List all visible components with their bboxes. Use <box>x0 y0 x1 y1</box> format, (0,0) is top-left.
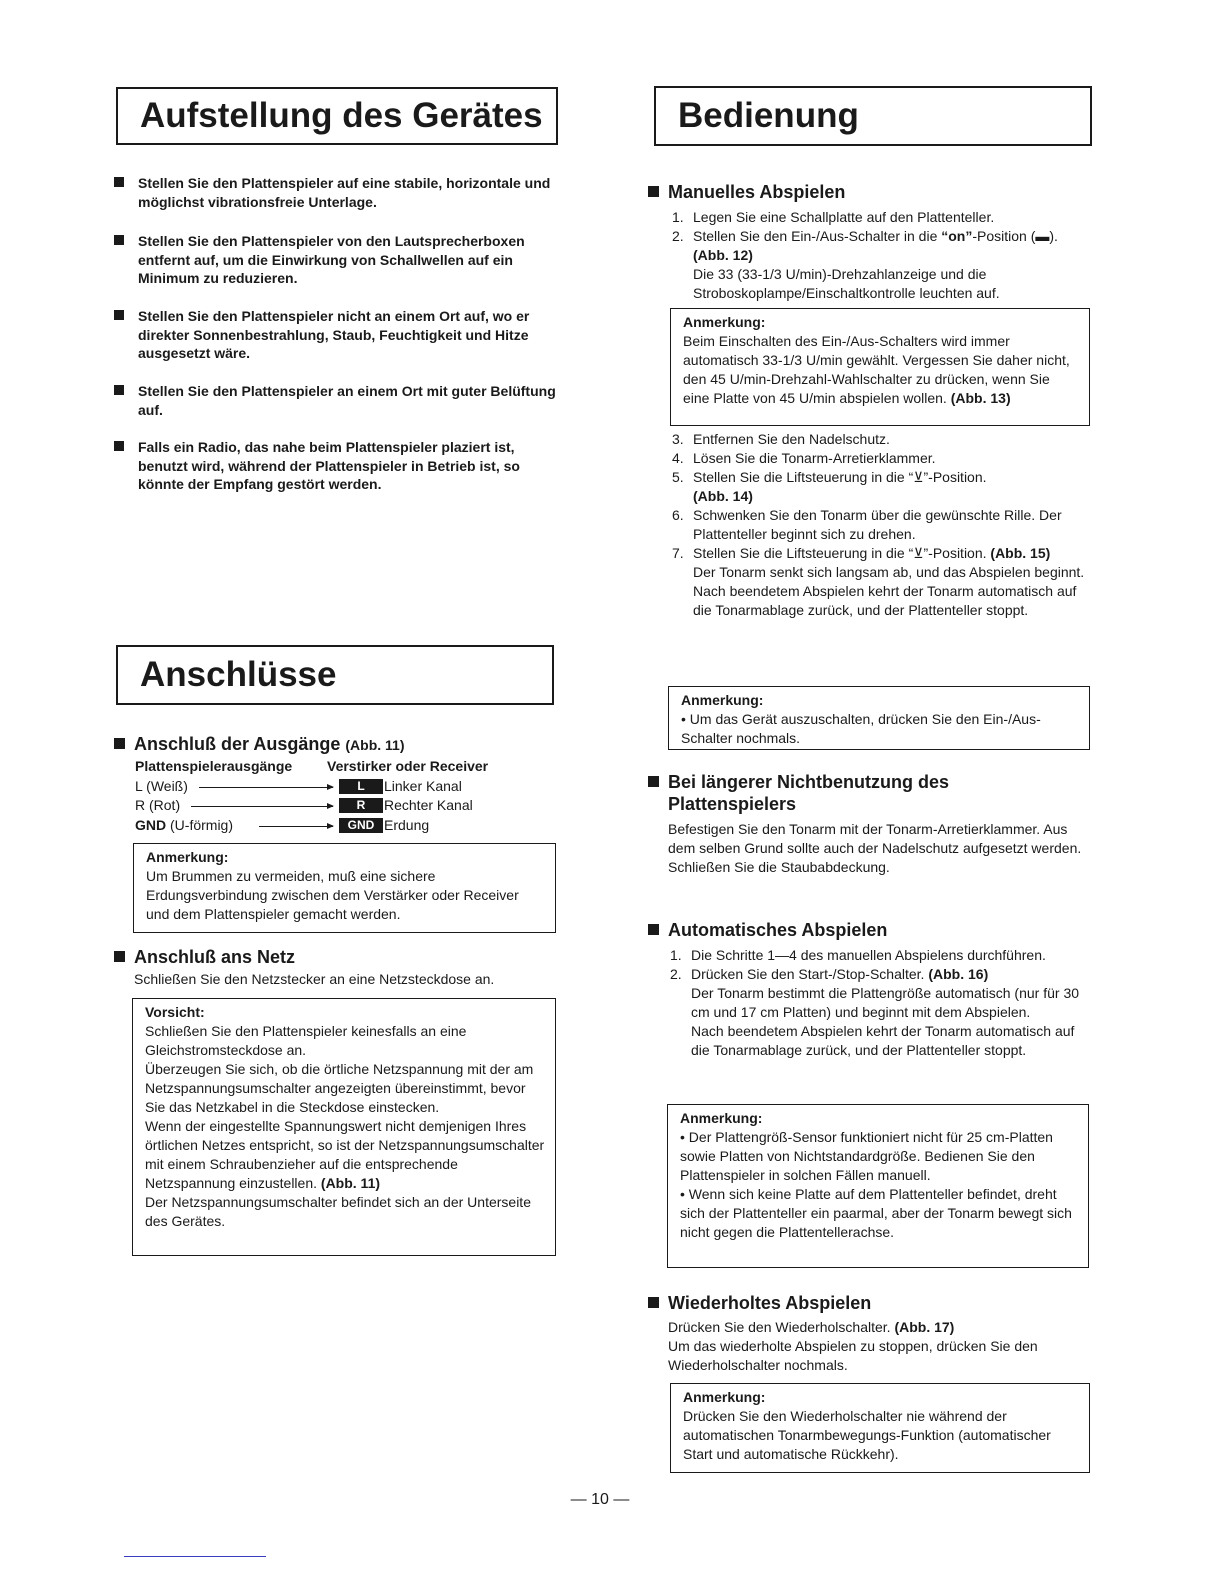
connections-title <box>116 645 554 705</box>
page-number: — 10 — <box>570 1491 630 1508</box>
step-number: 2. <box>672 228 684 244</box>
repeat-heading <box>646 1292 1092 1314</box>
caution-text-part: Wenn der eingestellte Spannungswert nicht demjenigen Ihres örtlichen Netzes entspricht, so ist der Netzspannungsumschalter mit einem Schraubenzieher auf die entsprechende Netzspannung einzustellen. <box>145 1118 545 1191</box>
repeat-text-part: Drücken Sie den Wiederholschalter. <box>668 1319 891 1335</box>
auto-note <box>667 1104 1089 1268</box>
mains-heading <box>112 946 558 968</box>
longer-text <box>668 820 1092 877</box>
step <box>668 468 1092 506</box>
outputs-note <box>133 843 556 933</box>
repeat-note <box>670 1383 1090 1473</box>
connection-source: L (Weiß) <box>135 777 188 794</box>
repeat-heading-text: Wiederholtes Abspielen <box>668 1293 872 1313</box>
note-heading: Anmerkung: <box>683 314 766 330</box>
connection-source <box>135 816 233 836</box>
connection-source-bold: GND <box>135 816 167 833</box>
setup-title <box>116 87 558 145</box>
step <box>666 946 1092 965</box>
manual-steps-b <box>668 430 1092 620</box>
note-text <box>683 332 1079 408</box>
auto-heading <box>646 919 1092 941</box>
step-number: 1. <box>672 209 684 225</box>
step-text: Stellen Sie die Liftsteuerung in die “⊻”-Position. <box>693 545 987 561</box>
connection-dest: Rechter Kanal <box>384 797 473 813</box>
connection-dest: Erdung <box>384 816 430 833</box>
channel-chip: R <box>339 798 383 813</box>
caution-text: Der Netzspannungsumschalter befindet sich an der Unterseite des Gerätes. <box>145 1194 531 1229</box>
outputs-figure-ref: (Abb. 11) <box>345 737 405 753</box>
note-bullet: • Wenn sich keine Platte auf dem Plattenteller befindet, dreht sich der Plattenteller ein paarmal, aber der Tonarm bewegt sich nicht gegen die Plattentellerachse. <box>680 1186 1072 1240</box>
repeat-figure-ref: (Abb. 17) <box>894 1319 955 1335</box>
manual-note-1 <box>670 308 1090 426</box>
setup-bullet-text: Stellen Sie den Plattenspieler an einem Ort mit guter Belüftung auf. <box>138 383 556 418</box>
connection-col-right: Verstirker oder Receiver <box>327 758 489 774</box>
step-figure-ref: (Abb. 16) <box>928 966 989 982</box>
bullet-square-icon <box>648 924 659 935</box>
manual-note-2 <box>668 686 1090 750</box>
bullet-square-icon <box>114 385 124 395</box>
setup-bullet <box>112 174 558 211</box>
connection-col-left: Plattenspielerausgänge <box>135 758 293 774</box>
setup-bullet <box>112 438 558 494</box>
note-heading: Anmerkung: <box>680 1110 763 1126</box>
step <box>668 506 1092 544</box>
connection-source-rest: (U-förmig) <box>166 816 234 833</box>
caution-text: Schließen Sie den Plattenspieler keinesfalls an eine Gleichstromsteckdose an. <box>145 1023 467 1058</box>
longer-heading <box>646 771 1092 815</box>
operation-title-text: Bedienung <box>678 96 859 135</box>
step-text: Lösen Sie die Tonarm-Arretierklammer. <box>693 450 936 466</box>
connection-table <box>135 757 555 835</box>
arrow-right-icon <box>259 826 333 827</box>
manual-heading <box>646 181 1092 203</box>
caution-figure-ref: (Abb. 11) <box>320 1175 381 1191</box>
step-text: -Position (▬). <box>972 228 1058 244</box>
step-text: Nach beendetem Abspielen kehrt der Tonarm automatisch auf die Tonarmablage zurück, und der Plattenteller stoppt. <box>691 1023 1075 1058</box>
step <box>666 965 1092 1060</box>
step-text: Schwenken Sie den Tonarm über die gewünschte Rille. Der Plattenteller beginnt sich zu drehen. <box>693 507 1062 542</box>
step-number: 7. <box>672 545 684 561</box>
step-text: Nach beendetem Abspielen kehrt der Tonarm automatisch auf die Tonarmablage zurück, und der Plattenteller stoppt. <box>693 583 1077 618</box>
setup-bullet <box>112 307 558 363</box>
step-text: Drücken Sie den Start-/Stop-Schalter. <box>691 966 925 982</box>
connection-dest: Linker Kanal <box>384 777 462 794</box>
step-number: 5. <box>672 469 684 485</box>
repeat-text-para <box>668 1318 1092 1337</box>
bullet-square-icon <box>648 186 659 197</box>
setup-bullet-text: Stellen Sie den Plattenspieler auf eine stabile, horizontale und möglichst vibrationsfreie Unterlage. <box>138 175 551 210</box>
bullet-square-icon <box>114 235 124 245</box>
repeat-text <box>668 1318 1092 1375</box>
bullet-square-icon <box>114 310 124 320</box>
connection-row-gnd <box>135 816 555 836</box>
step-text: Legen Sie eine Schallplatte auf den Plattenteller. <box>693 209 995 225</box>
step-figure-ref: (Abb. 12) <box>693 247 753 263</box>
step-text: Die 33 (33-1/3 U/min)-Drehzahlanzeige und die Stroboskoplampe/Einschaltkontrolle leuchten auf. <box>693 266 1000 301</box>
bullet-square-icon <box>114 441 124 451</box>
step <box>668 430 1092 449</box>
outputs-heading-text: Anschluß der Ausgänge <box>134 734 341 754</box>
setup-bullet <box>112 232 558 288</box>
channel-chip: GND <box>339 818 383 833</box>
mains-caution <box>132 998 556 1256</box>
step-text: Der Tonarm senkt sich langsam ab, und das Abspielen beginnt. <box>693 564 1085 580</box>
step-figure-ref: (Abb. 15) <box>990 545 1051 561</box>
setup-title-text: Aufstellung des Gerätes <box>140 96 543 135</box>
connections-title-text: Anschlüsse <box>140 655 337 694</box>
caution-text: Überzeugen Sie sich, ob die örtliche Netzspannung mit der am Netzspannungsumschalter angezeigten übereinstimmt, bevor Sie das Netzkabel in die Steckdose einstecken. <box>145 1061 534 1115</box>
note-text: Drücken Sie den Wiederholschalter nie während der automatischen Tonarmbewegungs-Funktion (automatischer Start und automatische Rückkehr). <box>683 1408 1051 1462</box>
step-text: Entfernen Sie den Nadelschutz. <box>693 431 890 447</box>
step-number: 4. <box>672 450 684 466</box>
step-figure-ref: (Abb. 14) <box>693 488 753 504</box>
longer-text-para: Befestigen Sie den Tonarm mit der Tonarm-Arretierklammer. Aus dem selben Grund sollte auch der Nadelschutz aufgesetzt werden. <box>668 821 1082 856</box>
longer-heading-text: Bei längerer Nichtbenutzung des <box>668 772 950 792</box>
note-text-part: Beim Einschalten des Ein-/Aus-Schalters wird immer automatisch 33-1/3 U/min gewählt. Vergessen Sie daher nicht, den 45 U/min-Drehzahl-Wahlschalter zu drücken, wenn Sie eine Platte von 45 U/min abspielen wollen. <box>683 333 1070 406</box>
arrow-right-icon <box>199 787 333 788</box>
connection-row-l <box>135 777 555 797</box>
caution-text <box>145 1117 545 1193</box>
note-text: Um Brummen zu vermeiden, muß eine sichere Erdungsverbindung zwischen dem Verstärker oder Receiver und dem Plattenspieler gemacht werden. <box>146 868 519 922</box>
step-number: 2. <box>670 966 682 982</box>
auto-heading-text: Automatisches Abspielen <box>668 920 888 940</box>
note-figure-ref: (Abb. 13) <box>950 390 1011 406</box>
mains-heading-text: Anschluß ans Netz <box>134 947 296 967</box>
outputs-heading <box>112 733 558 756</box>
auto-steps <box>666 946 1092 1060</box>
step-number: 6. <box>672 507 684 523</box>
bullet-square-icon <box>114 177 124 187</box>
mains-text: Schließen Sie den Netzstecker an eine Netzsteckdose an. <box>134 971 495 987</box>
bullet-square-icon <box>114 738 125 749</box>
setup-bullet-text: Stellen Sie den Plattenspieler von den Lautsprecherboxen entfernt auf, um die Einwirkung von Schallwellen auf ein Minimum zu reduzieren. <box>138 233 525 286</box>
manual-steps-a <box>668 208 1092 303</box>
step-text: Die Schritte 1—4 des manuellen Abspielens durchführen. <box>691 947 1046 963</box>
longer-heading-text: Plattenspielers <box>668 794 797 814</box>
connection-row-r <box>135 796 555 816</box>
note-heading: Anmerkung: <box>683 1389 766 1405</box>
step <box>668 449 1092 468</box>
repeat-text-para: Um das wiederholte Abspielen zu stoppen, drücken Sie den Wiederholschalter nochmals. <box>668 1338 1038 1373</box>
footer-divider <box>124 1556 266 1557</box>
step-number: 3. <box>672 431 684 447</box>
step <box>668 544 1092 620</box>
connection-header-row <box>135 757 555 777</box>
connection-source: R (Rot) <box>135 797 181 813</box>
setup-bullet-text: Falls ein Radio, das nahe beim Plattenspieler plaziert ist, benutzt wird, während der Plattenspieler in Betrieb ist, so könnte der Empfang gestört werden. <box>138 439 520 492</box>
manual-heading-text: Manuelles Abspielen <box>668 182 846 202</box>
step-text: Der Tonarm bestimmt die Plattengröße automatisch (nur für 30 cm und 17 cm Platten) und beginnt mit dem Abspielen. <box>691 985 1080 1020</box>
note-heading: Anmerkung: <box>681 692 764 708</box>
step-text: Stellen Sie die Liftsteuerung in die “⊻”-Position. <box>693 469 987 485</box>
bullet-square-icon <box>114 951 125 962</box>
step <box>668 227 1092 303</box>
step <box>668 208 1092 227</box>
bullet-square-icon <box>648 1297 659 1308</box>
step-text: Stellen Sie den Ein-/Aus-Schalter in die <box>693 228 942 244</box>
note-text: • Um das Gerät auszuschalten, drücken Sie den Ein-/Aus-Schalter nochmals. <box>681 711 1041 746</box>
step-text-bold: “on” <box>941 228 973 244</box>
note-bullet: • Der Plattengröß-Sensor funktioniert nicht für 25 cm-Platten sowie Platten von Nichtstandardgröße. Bedienen Sie den Plattenspieler in solchen Fällen manuell. <box>680 1129 1053 1183</box>
arrow-right-icon <box>191 806 333 807</box>
note-heading: Anmerkung: <box>146 849 229 865</box>
operation-title <box>654 86 1092 146</box>
caution-heading: Vorsicht: <box>145 1004 205 1020</box>
setup-bullet-text: Stellen Sie den Plattenspieler nicht an einem Ort auf, wo er direkter Sonnenbestrahlung, Staub, Feuchtigkeit und Hitze ausgesetzt wäre. <box>138 308 530 361</box>
longer-text-para: Schließen Sie die Staubabdeckung. <box>668 859 890 875</box>
channel-chip: L <box>339 779 383 794</box>
setup-bullet <box>112 382 558 419</box>
bullet-square-icon <box>648 776 659 787</box>
step-number: 1. <box>670 947 682 963</box>
